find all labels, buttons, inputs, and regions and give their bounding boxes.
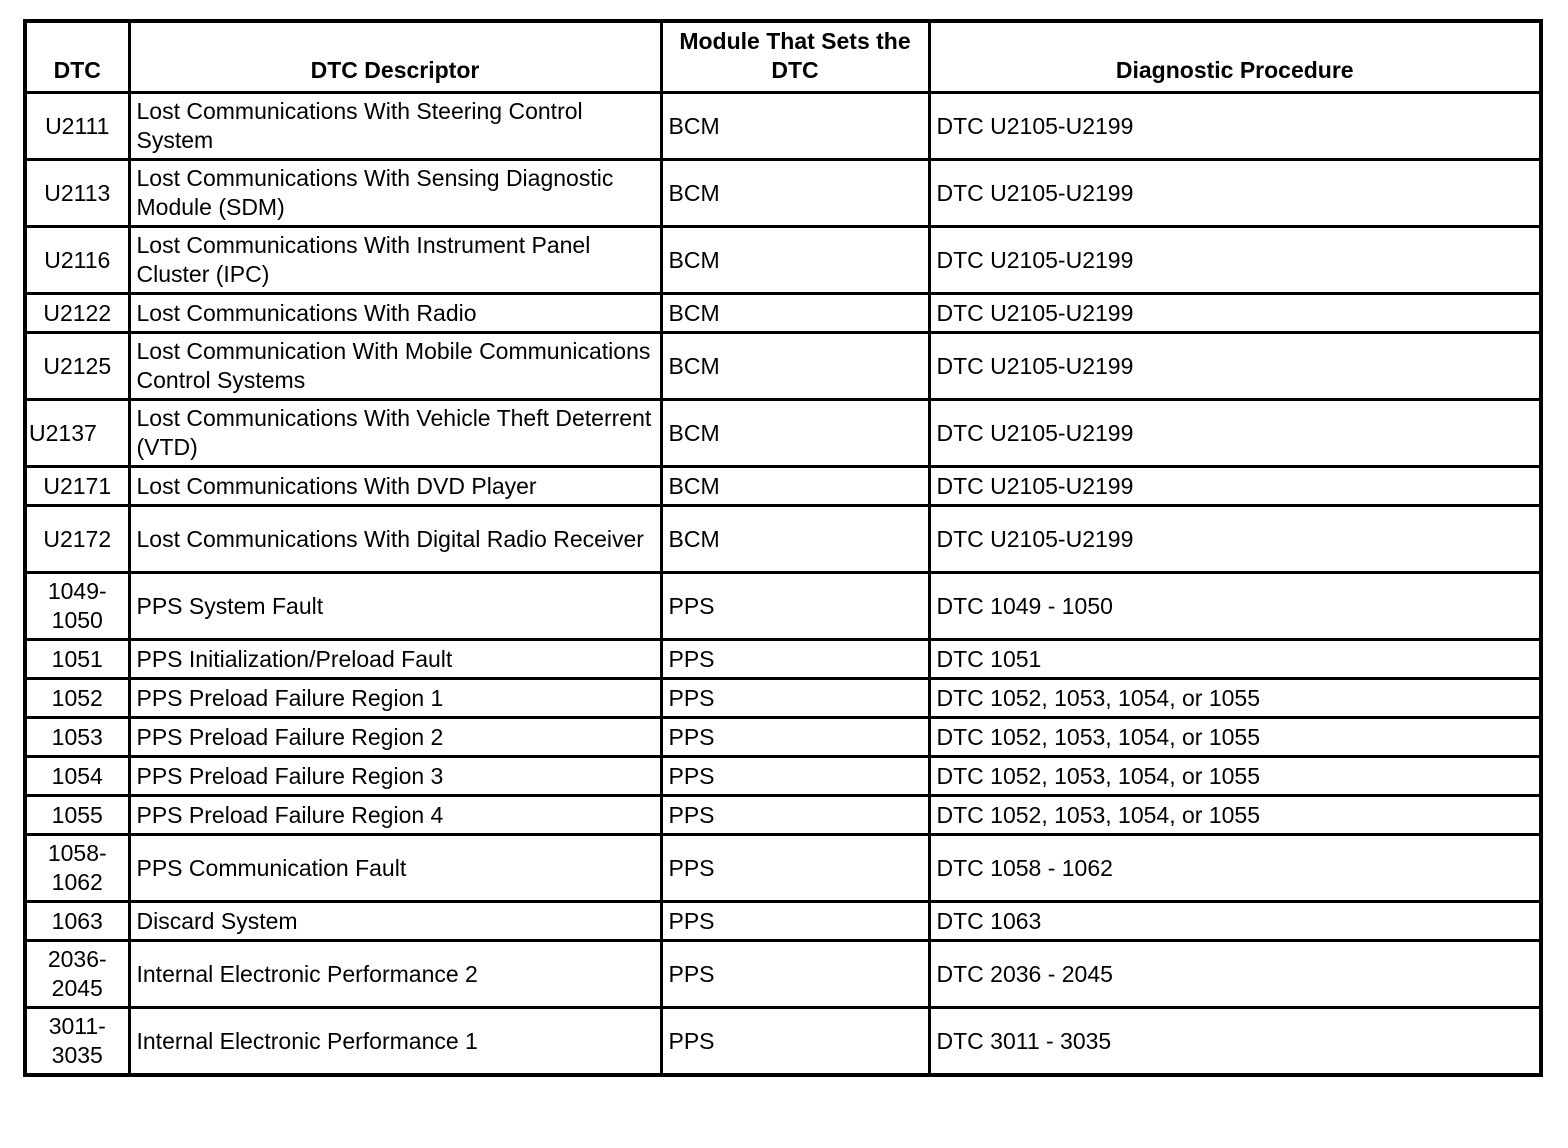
table-row — [25, 467, 1541, 506]
diagnostic-procedure: DTC 1052, 1053, 1054, or 1055 — [929, 796, 1541, 835]
module-name: BCM — [661, 467, 929, 506]
dtc-code: U2116 — [25, 227, 129, 294]
dtc-descriptor: PPS Preload Failure Region 1 — [129, 679, 661, 718]
table-body — [25, 93, 1541, 1076]
table-row — [25, 93, 1541, 160]
table-row — [25, 1008, 1541, 1076]
dtc-table — [23, 19, 1543, 1077]
table-row — [25, 902, 1541, 941]
dtc-descriptor: Lost Communication With Mobile Communications Control Systems — [129, 333, 661, 400]
table-row — [25, 573, 1541, 640]
dtc-code: 1058-1062 — [25, 835, 129, 902]
diagnostic-procedure: DTC 1049 - 1050 — [929, 573, 1541, 640]
module-name: PPS — [661, 835, 929, 902]
header-row — [25, 21, 1541, 93]
dtc-descriptor: Lost Communications With Vehicle Theft Deterrent (VTD) — [129, 400, 661, 467]
dtc-code: U2122 — [25, 294, 129, 333]
dtc-descriptor: PPS Preload Failure Region 3 — [129, 757, 661, 796]
dtc-descriptor: Lost Communications With Sensing Diagnostic Module (SDM) — [129, 160, 661, 227]
dtc-code: U2137 — [25, 400, 129, 467]
module-name: PPS — [661, 796, 929, 835]
table-row — [25, 718, 1541, 757]
table-row — [25, 796, 1541, 835]
module-name: PPS — [661, 902, 929, 941]
module-name: BCM — [661, 160, 929, 227]
dtc-code: 1054 — [25, 757, 129, 796]
dtc-descriptor: Lost Communications With DVD Player — [129, 467, 661, 506]
table-row — [25, 835, 1541, 902]
diagnostic-procedure: DTC U2105-U2199 — [929, 294, 1541, 333]
diagnostic-procedure: DTC U2105-U2199 — [929, 400, 1541, 467]
header-module: Module That Sets the DTC — [661, 21, 929, 93]
diagnostic-procedure: DTC U2105-U2199 — [929, 160, 1541, 227]
dtc-descriptor: Lost Communications With Digital Radio Receiver — [129, 506, 661, 573]
module-name: PPS — [661, 573, 929, 640]
dtc-code: 2036-2045 — [25, 941, 129, 1008]
dtc-code: U2171 — [25, 467, 129, 506]
diagnostic-procedure: DTC 1052, 1053, 1054, or 1055 — [929, 718, 1541, 757]
dtc-code: U2111 — [25, 93, 129, 160]
header-procedure: Diagnostic Procedure — [929, 21, 1541, 93]
table-row — [25, 506, 1541, 573]
diagnostic-procedure: DTC 1051 — [929, 640, 1541, 679]
module-name: PPS — [661, 640, 929, 679]
dtc-code: 1051 — [25, 640, 129, 679]
dtc-code: 1052 — [25, 679, 129, 718]
dtc-code: U2125 — [25, 333, 129, 400]
dtc-code: 1055 — [25, 796, 129, 835]
dtc-descriptor: PPS System Fault — [129, 573, 661, 640]
diagnostic-procedure: DTC U2105-U2199 — [929, 506, 1541, 573]
dtc-descriptor: Discard System — [129, 902, 661, 941]
diagnostic-procedure: DTC U2105-U2199 — [929, 227, 1541, 294]
dtc-code: U2113 — [25, 160, 129, 227]
header-descriptor: DTC Descriptor — [129, 21, 661, 93]
diagnostic-procedure: DTC 2036 - 2045 — [929, 941, 1541, 1008]
module-name: BCM — [661, 506, 929, 573]
table-header — [25, 21, 1541, 93]
module-name: PPS — [661, 1008, 929, 1076]
dtc-descriptor: PPS Communication Fault — [129, 835, 661, 902]
table-row — [25, 400, 1541, 467]
module-name: PPS — [661, 718, 929, 757]
module-name: PPS — [661, 679, 929, 718]
dtc-descriptor: Lost Communications With Radio — [129, 294, 661, 333]
dtc-code: 1063 — [25, 902, 129, 941]
table-row — [25, 679, 1541, 718]
dtc-descriptor: PPS Initialization/Preload Fault — [129, 640, 661, 679]
diagnostic-procedure: DTC 1058 - 1062 — [929, 835, 1541, 902]
diagnostic-procedure: DTC U2105-U2199 — [929, 333, 1541, 400]
dtc-descriptor: PPS Preload Failure Region 2 — [129, 718, 661, 757]
dtc-descriptor: Lost Communications With Instrument Panel Cluster (IPC) — [129, 227, 661, 294]
dtc-code: U2172 — [25, 506, 129, 573]
module-name: BCM — [661, 294, 929, 333]
dtc-descriptor: Lost Communications With Steering Control System — [129, 93, 661, 160]
dtc-code: 1049-1050 — [25, 573, 129, 640]
table-row — [25, 941, 1541, 1008]
table-row — [25, 294, 1541, 333]
module-name: BCM — [661, 93, 929, 160]
module-name: PPS — [661, 757, 929, 796]
dtc-code: 3011-3035 — [25, 1008, 129, 1076]
table-row — [25, 333, 1541, 400]
module-name: PPS — [661, 941, 929, 1008]
table-row — [25, 227, 1541, 294]
module-name: BCM — [661, 400, 929, 467]
table-row — [25, 160, 1541, 227]
diagnostic-procedure: DTC 1063 — [929, 902, 1541, 941]
diagnostic-procedure: DTC U2105-U2199 — [929, 93, 1541, 160]
dtc-code: 1053 — [25, 718, 129, 757]
table-row — [25, 757, 1541, 796]
diagnostic-procedure: DTC 1052, 1053, 1054, or 1055 — [929, 679, 1541, 718]
diagnostic-procedure: DTC 3011 - 3035 — [929, 1008, 1541, 1076]
dtc-descriptor: Internal Electronic Performance 1 — [129, 1008, 661, 1076]
table-row — [25, 640, 1541, 679]
diagnostic-procedure: DTC U2105-U2199 — [929, 467, 1541, 506]
module-name: BCM — [661, 333, 929, 400]
diagnostic-procedure: DTC 1052, 1053, 1054, or 1055 — [929, 757, 1541, 796]
header-dtc: DTC — [25, 21, 129, 93]
module-name: BCM — [661, 227, 929, 294]
dtc-descriptor: Internal Electronic Performance 2 — [129, 941, 661, 1008]
dtc-descriptor: PPS Preload Failure Region 4 — [129, 796, 661, 835]
